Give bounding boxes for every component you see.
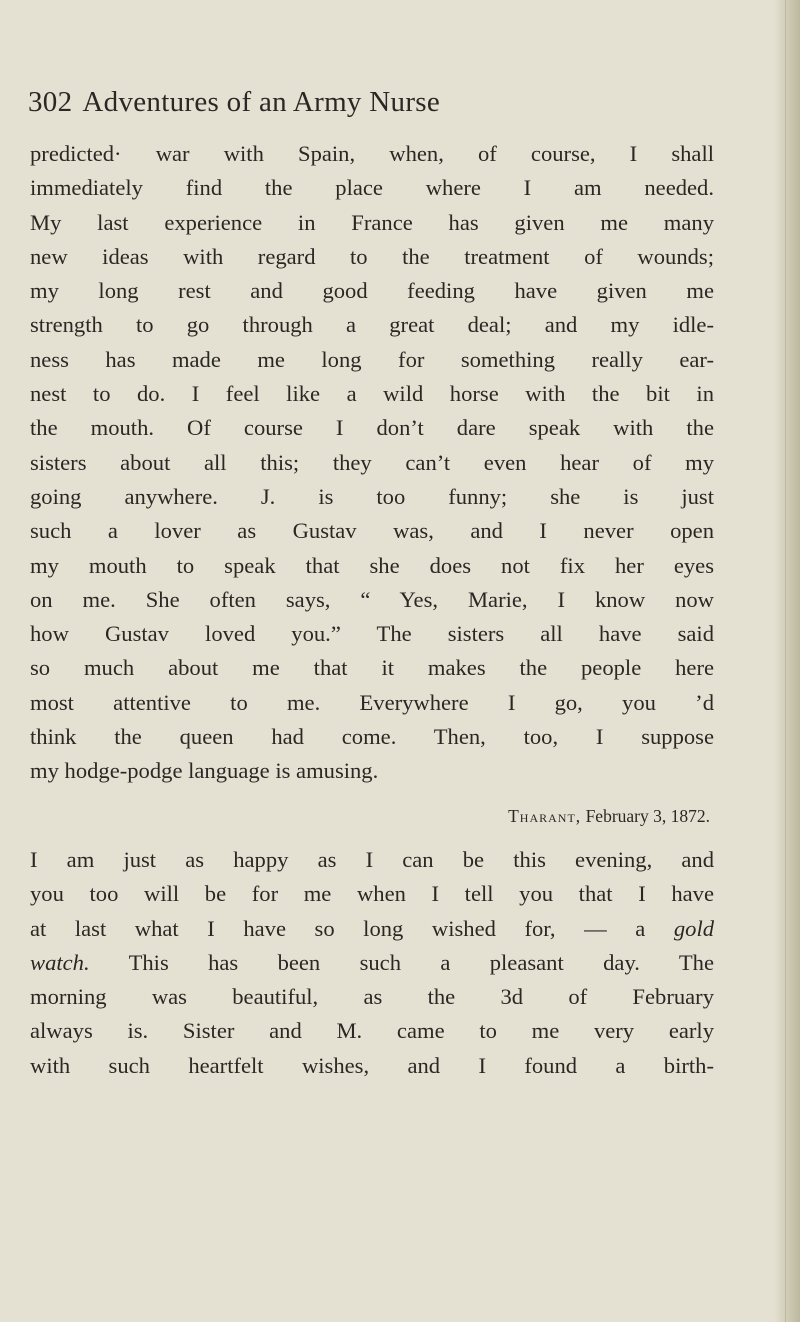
page-edge-line bbox=[785, 0, 786, 1322]
paragraph-1 bbox=[30, 137, 714, 789]
text-line: my mouth to speak that she does not fix her eyes bbox=[30, 552, 714, 578]
text-line bbox=[30, 946, 714, 980]
text-line: immediately find the place where I am needed. bbox=[30, 175, 714, 201]
page-header-title: Adventures of an Army Nurse bbox=[82, 86, 441, 118]
page-edge-shadow bbox=[774, 0, 800, 1322]
text-line: I am just as happy as I can be this evening, and bbox=[30, 847, 714, 872]
text-line: nest to do. I feel like a wild horse with the bit in bbox=[30, 381, 714, 407]
text-segment: This has been such a pleasant day. The bbox=[128, 949, 714, 975]
page-number: 302 bbox=[28, 86, 73, 118]
italic-text: gold bbox=[673, 915, 715, 941]
text-line: my long rest and good feeding have given me bbox=[30, 278, 714, 304]
dateline bbox=[0, 806, 710, 827]
paragraph-2 bbox=[30, 843, 714, 1083]
text-line: new ideas with regard to the treatment of wounds; bbox=[30, 243, 714, 269]
text-line: the mouth. Of course I don’t dare speak with the bbox=[30, 415, 714, 441]
text-line: sisters about all this; they can’t even hear of my bbox=[30, 449, 714, 475]
dateline-date: February 3, 1872. bbox=[585, 806, 710, 826]
text-line: on me. She often says, “ Yes, Marie, I know now bbox=[30, 586, 714, 612]
text-line: think the queen had come. Then, too, I suppose bbox=[30, 724, 714, 750]
text-line: with such heartfelt wishes, and I found a birth- bbox=[30, 1052, 714, 1078]
text-line: always is. Sister and M. came to me very early bbox=[30, 1018, 714, 1044]
text-line: going anywhere. J. is too funny; she is just bbox=[30, 483, 714, 509]
text-line: most attentive to me. Everywhere I go, you ’d bbox=[30, 689, 714, 715]
text-line: morning was beautiful, as the 3d of February bbox=[30, 984, 714, 1010]
text-segment: at last what I have so long wished for, — a bbox=[30, 915, 646, 941]
text-line: my hodge-podge language is amusing. bbox=[30, 758, 379, 784]
text-line: ness has made me long for something really ear- bbox=[30, 346, 714, 372]
text-line: strength to go through a great deal; and my idle- bbox=[30, 312, 714, 338]
text-line: you too will be for me when I tell you that I have bbox=[30, 881, 714, 907]
dateline-place: Tharant, bbox=[508, 806, 582, 826]
text-line: predicted· war with Spain, when, of course, I shall bbox=[30, 141, 714, 166]
italic-text: watch. bbox=[30, 949, 90, 975]
running-head bbox=[28, 86, 440, 119]
text-line: My last experience in France has given me many bbox=[30, 209, 714, 235]
text-line: how Gustav loved you.” The sisters all have said bbox=[30, 621, 714, 647]
text-line: so much about me that it makes the people here bbox=[30, 655, 714, 681]
text-line bbox=[30, 912, 714, 946]
text-line: such a lover as Gustav was, and I never open bbox=[30, 518, 714, 544]
